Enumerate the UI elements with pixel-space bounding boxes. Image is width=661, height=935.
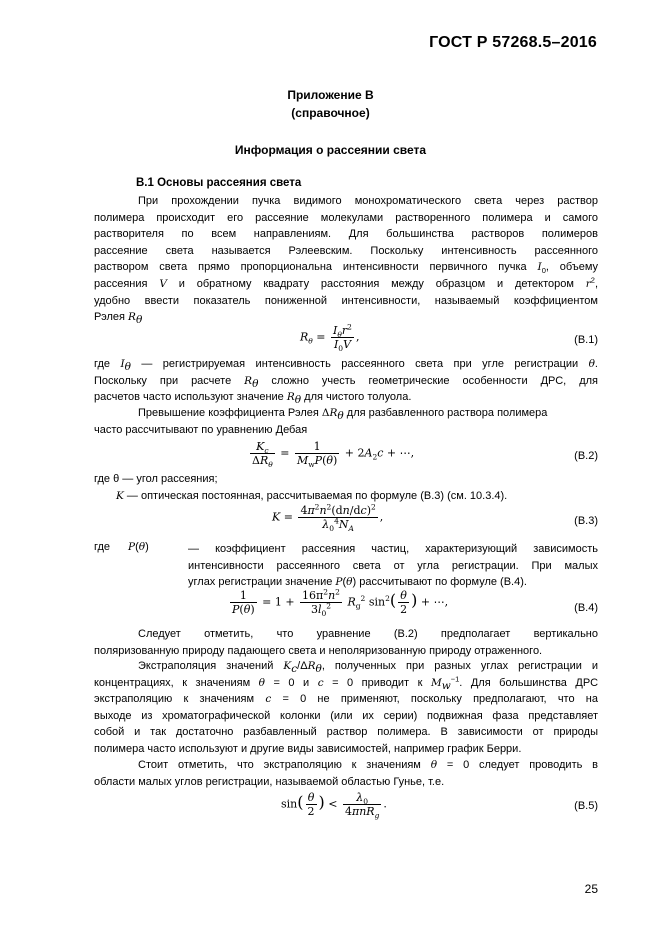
paragraph-3 <box>94 405 598 438</box>
paragraph-7 <box>94 757 598 790</box>
equation-number: (В.5) <box>574 800 598 812</box>
appendix-title: Приложение В <box>287 88 374 102</box>
text-line: углах регистрации значение P(θ) рассчитывают по формуле (В.4). <box>188 576 527 589</box>
equation-number: (В.3) <box>574 515 598 527</box>
theta-definition: где θ — угол рассеяния; <box>94 473 218 485</box>
appendix-subtitle: (справочное) <box>291 106 370 120</box>
text-line: раствором света прямо пропорциональна интенсивности первичного пучка $I_0$, объему <box>94 261 599 276</box>
text-line: Превышение коэффициента Рэлея $\Delta R_\theta$ для разбавленного раствора полимера <box>138 407 548 423</box>
text-line: удобно ввести показатель пониженной интенсивности, называемый коэффициентом <box>94 294 598 307</box>
paragraph-6 <box>94 658 598 758</box>
text-line: Следует отметить, что уравнение (В.2) предполагает вертикально <box>138 628 598 640</box>
equation-b3: K = $\frac{4\pi^2n^2(dn/dc)^2}{\lambda_0^4N_A}$ , <box>272 502 384 534</box>
equation-number: (В.2) <box>574 450 598 462</box>
text-line: — коэффициент рассеяния частиц, характеризующий зависимость <box>188 543 598 555</box>
text-line: рассеяния V и обратному квадрату расстояния между образцом и детектором $r^2$, <box>94 275 599 290</box>
equation-number: (В.4) <box>574 602 598 614</box>
page-number: 25 <box>584 882 598 896</box>
paragraph-2 <box>94 356 598 406</box>
text-line: поляризованную природу падающего света и неполяризованную природу отраженного. <box>94 644 543 657</box>
text-line: Поскольку при расчете $R_\theta$ сложно учесть геометрические особенности ДРС, для <box>94 374 598 390</box>
text-line: часто рассчитывают по уравнению Дебая <box>94 423 308 436</box>
text-line: растворителя по всем направлениям. Для большинства растворов полимеров <box>94 228 598 241</box>
equation-b2: $\frac{K_c}{\Delta R_\theta}$ = $\frac{1}{M_wP(\theta)}$ + $2A_2c$ + ⋯, <box>252 440 415 470</box>
text-line: расчетов часто используют значение $R_\theta$ для чистого толуола. <box>94 391 412 407</box>
text-line: рассеяние света называется Рэлеевским. Поскольку интенсивность рассеянного <box>94 244 598 257</box>
appendix-heading: Информация о рассеянии света <box>234 143 427 157</box>
paragraph-5 <box>94 626 598 659</box>
text-line: где $I_\theta$ — регистрируемая интенсивность рассеянного света при угле регистрации θ. <box>94 358 598 374</box>
text-line: интенсивности рассеянного света от угла регистрации. При малых <box>188 559 598 572</box>
k-definition: K — оптическая постоянная, рассчитываемая по формуле (В.3) (см. 10.3.4). <box>116 490 508 502</box>
p-theta-description <box>188 541 598 591</box>
text-line: Экстраполяция значений $K_c/\Delta R_\theta$, полученных при разных углах регистрации и <box>138 660 598 676</box>
text-line: области малых углов регистрации, называемой областью Гунье, т.е. <box>94 775 445 788</box>
equation-b5: sin( $\frac{\theta}{2}$ ) < $\frac{\lambda_0}{4\pi nR_g}$ . <box>281 791 387 821</box>
text-line: выходе из хроматографической колонки (или их серии) подвижная фаза представляет <box>94 709 598 722</box>
p-theta-symbol: P(θ) <box>128 541 149 553</box>
p-where: где <box>94 541 111 553</box>
text-line: экстраполяцию к значениям c = 0 не применяют, поскольку предполагают, что на <box>94 693 598 706</box>
text-line: При прохождении пучка видимого монохроматического света через раствор <box>138 195 598 207</box>
text-line: Стоит отметить, что экстраполяцию к значениям θ = 0 следует проводить в <box>138 759 598 771</box>
text-line: полимера часто используют и другие виды зависимостей, например график Берри. <box>94 742 522 755</box>
text-line: собой и так достаточно разбавленный раствор полимера. В зависимости от природы <box>94 726 598 739</box>
text-line: полимера происходит его рассеяние молекулами растворенного полимера и самого <box>94 211 598 224</box>
text-line: концентрациях, к значениям θ = 0 и c = 0 приводит к $M_w^{-1}$. Для большинства ДРС <box>94 673 599 692</box>
equation-number: (В.1) <box>574 334 598 346</box>
section-title: В.1 Основы рассеяния света <box>136 177 302 189</box>
paragraph-1 <box>94 193 598 326</box>
equation-b4: $\frac{1}{P(\theta)}$ = 1 + $\frac{16\pi^2n^2}{3l_0^2}$ $R_g^2$ $\sin^2$( $\frac{\theta}{2}$ ) + ⋯, <box>232 587 449 619</box>
text-line: Рэлея $R_\theta$ <box>94 311 143 327</box>
standard-header: ГОСТ Р 57268.5–2016 <box>429 34 597 51</box>
equation-b1: $R_\theta$ = $\frac{I_\theta r^2}{I_0V}$ , <box>300 322 360 354</box>
